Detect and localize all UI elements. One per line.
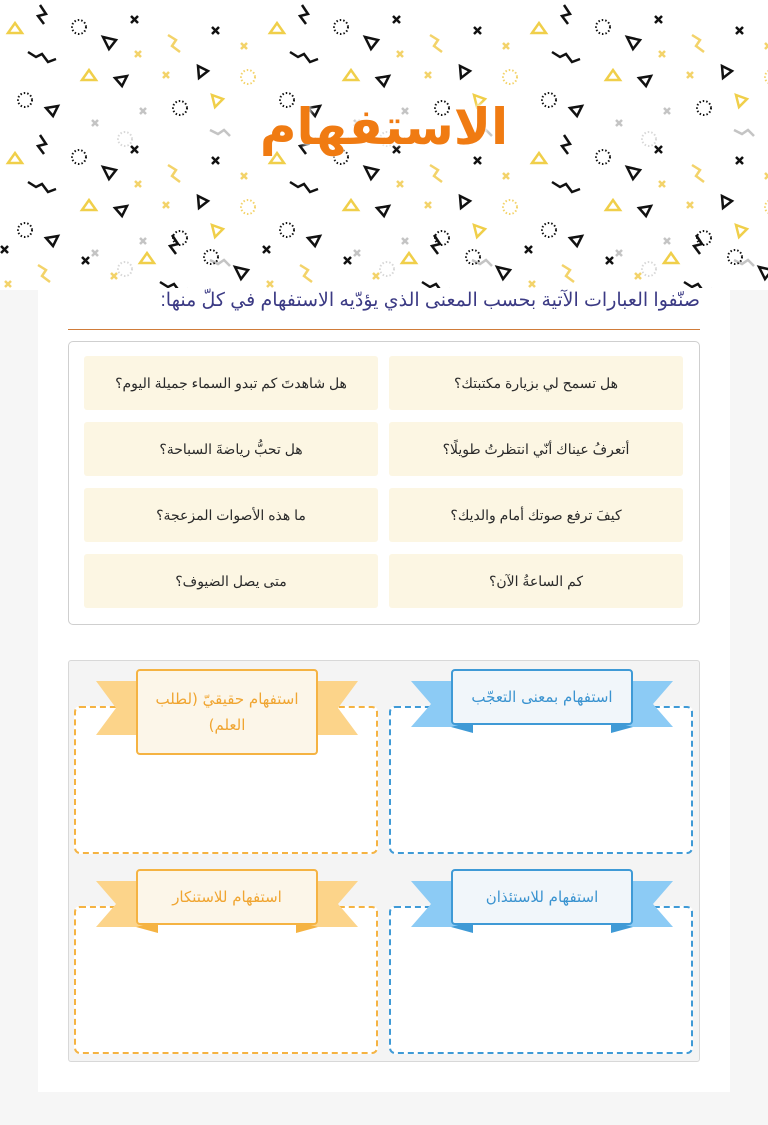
ribbon-wonder — [411, 669, 673, 735]
header-banner — [0, 0, 768, 290]
draggable-statement[interactable]: كم الساعةُ الآن؟ — [389, 554, 683, 608]
category-targets — [68, 660, 700, 1062]
category-label: استفهام بمعنى التعجّب — [451, 669, 633, 725]
ribbon-denial — [96, 869, 358, 935]
ribbon-permission — [411, 869, 673, 935]
ribbon-real — [96, 669, 358, 757]
page-title: الاستفهام — [259, 98, 509, 156]
divider — [68, 329, 700, 330]
draggable-statement[interactable]: هل شاهدتَ كم تبدو السماء جميلة اليوم؟ — [84, 356, 378, 410]
draggable-statement[interactable]: ما هذه الأصوات المزعجة؟ — [84, 488, 378, 542]
category-label: استفهام حقيقيّ (لطلب العلم) — [136, 669, 318, 755]
draggable-statement[interactable]: أتعرفُ عيناك أنّي انتظرتُ طويلًا؟ — [389, 422, 683, 476]
category-label: استفهام للاستئذان — [451, 869, 633, 925]
draggable-statement[interactable]: هل تحبُّ رياضةَ السباحة؟ — [84, 422, 378, 476]
statement-bank — [68, 341, 700, 625]
draggable-statement[interactable]: متى يصل الضيوف؟ — [84, 554, 378, 608]
draggable-statement[interactable]: هل تسمح لي بزيارة مكتبتك؟ — [389, 356, 683, 410]
category-label: استفهام للاستنكار — [136, 869, 318, 925]
draggable-statement[interactable]: كيفَ ترفع صوتك أمام والديك؟ — [389, 488, 683, 542]
instruction-text: صنّفوا العبارات الآتية بحسب المعنى الذي يؤدّيه الاستفهام في كلّ منها: — [160, 290, 700, 311]
